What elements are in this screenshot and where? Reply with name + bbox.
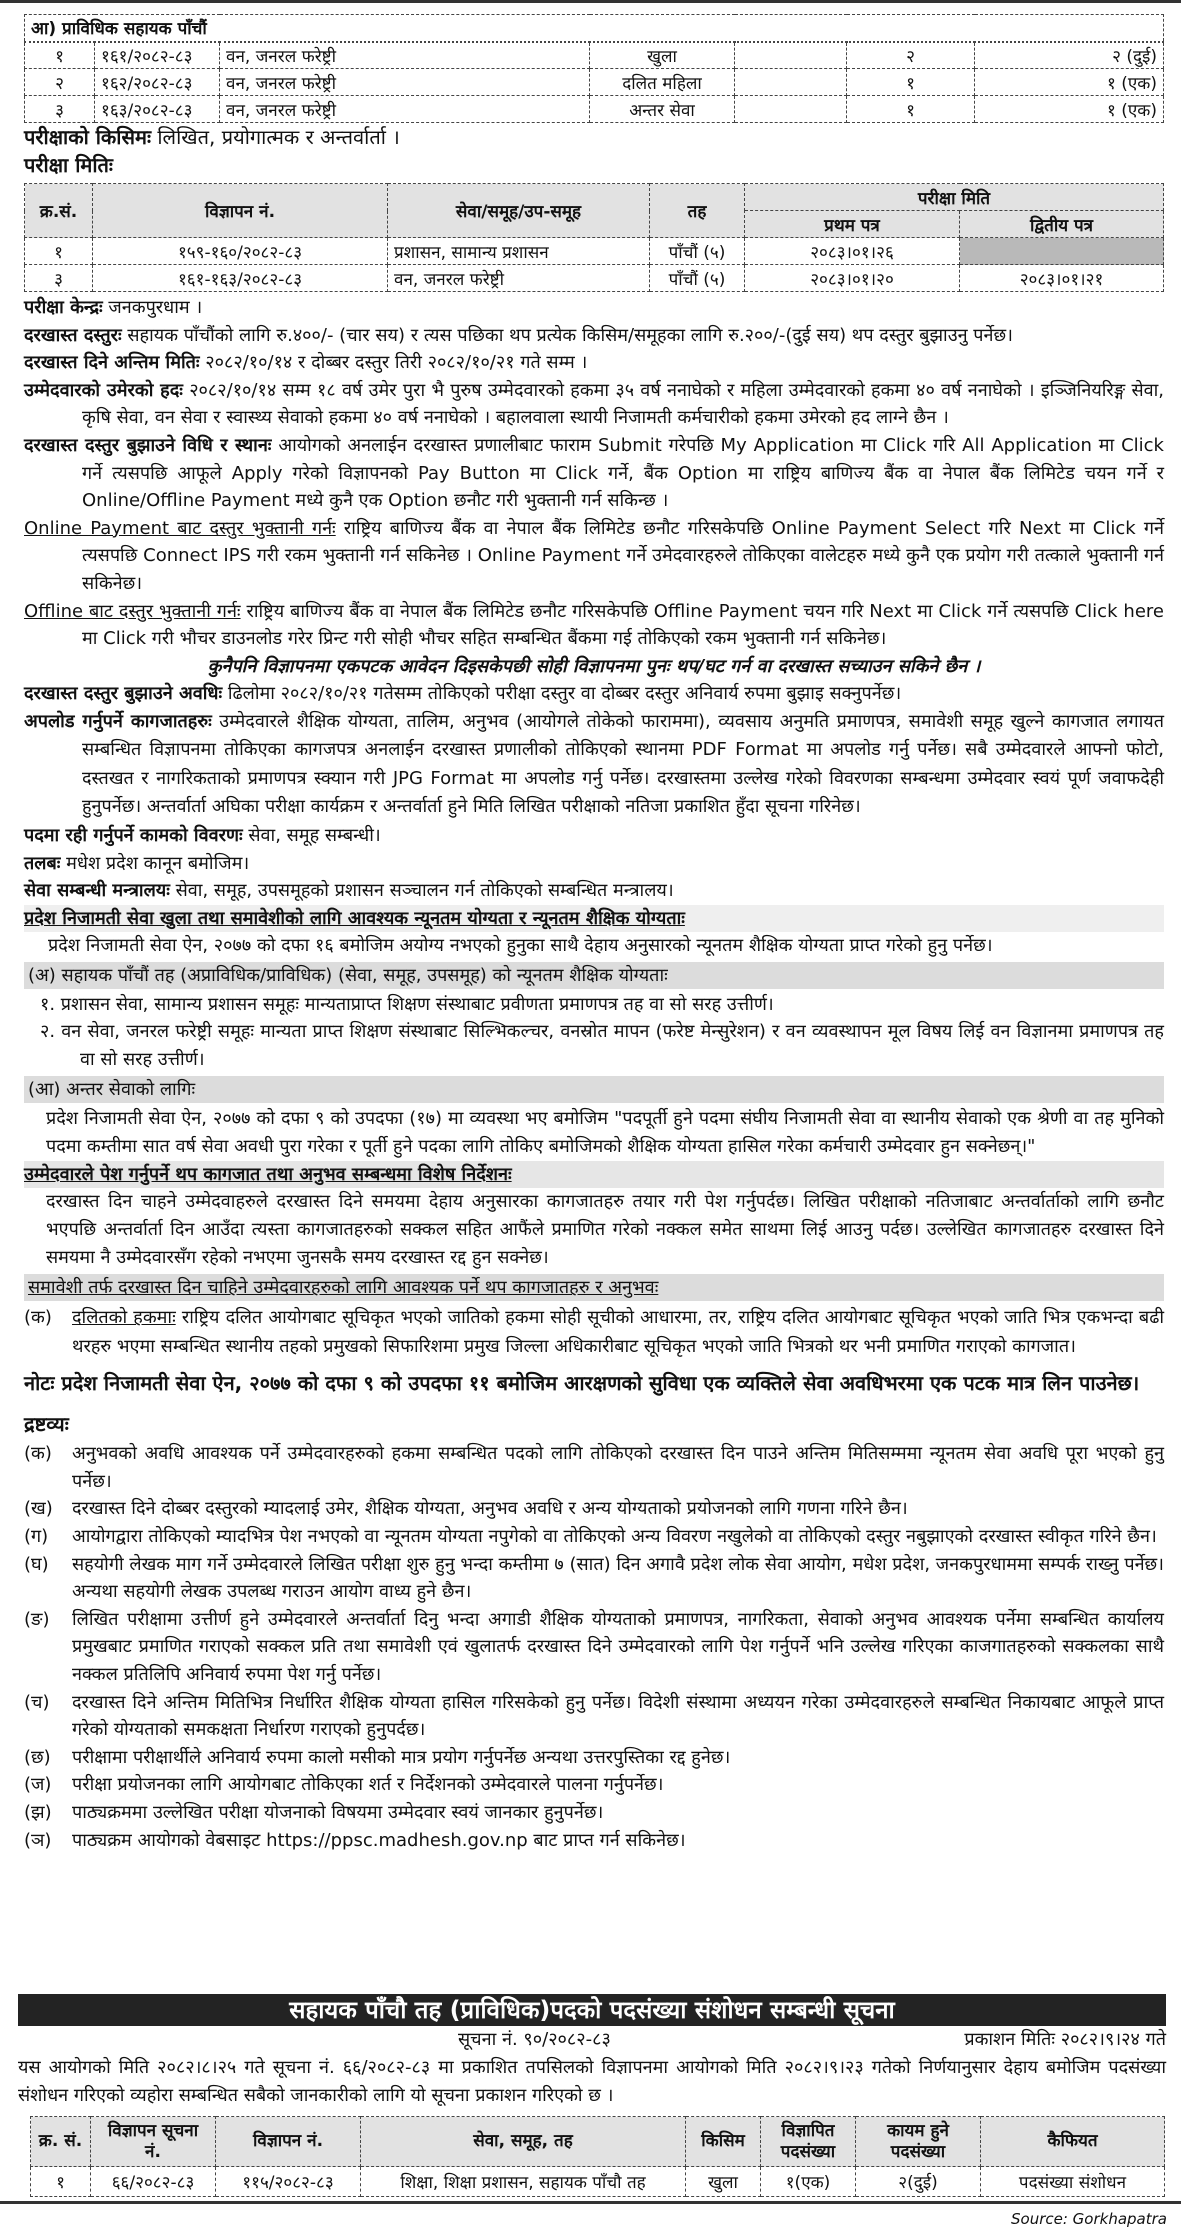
cell: २०८३।०१।२६ bbox=[745, 238, 960, 265]
col-header: क्र.सं. bbox=[25, 184, 93, 238]
cell: २ bbox=[25, 69, 95, 96]
cell bbox=[735, 69, 847, 96]
online-payment bbox=[24, 515, 1164, 598]
label: Offline बाट दस्तुर भुक्तानी गर्नः bbox=[24, 600, 241, 622]
source-credit: Source: Gorkhapatra bbox=[1011, 2210, 1167, 2228]
note-item bbox=[24, 1606, 1164, 1689]
item-text: परीक्षामा परीक्षार्थीले अनिवार्य रुपमा कालो मसीको मात्र प्रयोग गर्नुपर्नेछ अन्यथा उत्तरपुस्तिका रद्द हुनेछ। bbox=[72, 1746, 731, 1768]
item-text: आयोगद्वारा तोकिएको म्यादभित्र पेश नभएको वा न्यूनतम योग्यता नपुगेको वा तोकिएको अन्य विवरण नखुलेको वा तोकिएको दस्तुर नबुझाएको दरखास्त स्वीकृत गरिने छैन। bbox=[72, 1526, 1157, 1548]
cell: १६१/२०८२-८३ bbox=[95, 42, 220, 69]
application-fee bbox=[24, 322, 1164, 350]
amendment-title: सहायक पाँचौ तह (प्राविधिक)पदको पदसंख्या संशोधन सम्बन्धी सूचना bbox=[18, 1994, 1166, 2026]
documents-heading: उम्मेदवारले पेश गर्नुपर्ने थप कागजात तथा अनुभव सम्बन्धमा विशेष निर्देशनः bbox=[24, 1161, 1164, 1189]
notes-list bbox=[24, 1440, 1164, 1854]
age-limit bbox=[24, 377, 1164, 432]
offline-payment bbox=[24, 598, 1164, 653]
col-header: सेवा/समूह/उप-समूह bbox=[388, 184, 650, 238]
posts-table bbox=[24, 14, 1164, 123]
col-header: विज्ञापन नं. bbox=[93, 184, 388, 238]
cell: प्रशासन, सामान्य प्रशासन bbox=[388, 238, 650, 265]
cell bbox=[735, 42, 847, 69]
value: २०८२/१०/१४ र दोब्बर दस्तुर तिरी २०८२/१०/२१ गते सम्म । bbox=[205, 352, 588, 374]
exam-date-label: परीक्षा मितिः bbox=[24, 153, 113, 177]
cell: ६६/२०८२-८३ bbox=[91, 2167, 216, 2197]
note-item bbox=[24, 1495, 1164, 1523]
item-text: लिखित परीक्षामा उत्तीर्ण हुने उम्मेदवारले अन्तर्वार्ता दिनु भन्दा अगाडी शैक्षिक योग्यताको प्रमाणपत्र, नागरिकता, सेवाको अनुभव आवश्यक पर्नेमा सम्बन्धित कार्यालय प्रमुखबाट प्रमाणित गराएको सक्कल प्रति तथा समावेशी एवं खुलातर्फ दरखास्त दिने उम्मेदवारको लागि पेश गर्नुपर्ने भनि उल्लेख गरिएका काजगातहरुको सक्कलका साथै नक्कल प्रतिलिपि अनिवार्य रुपमा पेश गर्नु पर्नेछ। bbox=[72, 1608, 1164, 1685]
cell-empty bbox=[960, 238, 1164, 265]
cell: वन, जनरल फरेष्ट्री bbox=[220, 42, 590, 69]
cell: पदसंख्या संशोधन bbox=[981, 2167, 1165, 2197]
item-key: (ङ) bbox=[24, 1608, 50, 1630]
table-row bbox=[25, 96, 1164, 123]
value: राष्ट्रिय दलित आयोगबाट सूचिकृत भएको जातिको हकमा सोही सूचीको आधारमा, तर, राष्ट्रिय दलित आयोगबाट सूचिकृत भएको जाति भित्र एकभन्दा बढी थरहरु भएमा सम्बन्धित स्थानीय तहको प्रमुखको सिफारिशमा प्रमुख जिल्ला अधिकारीबाट सूचिकृत भएको जाति भित्रको थर भनी प्रमाणित गराएको कागजात। bbox=[72, 1307, 1164, 1358]
notice-body bbox=[24, 14, 1164, 1854]
cell: खुला bbox=[590, 42, 735, 69]
notes-heading: द्रष्टव्यः bbox=[24, 1412, 69, 1437]
cell: वन, जनरल फरेष्ट्री bbox=[220, 69, 590, 96]
reservation-note: नोटः प्रदेश निजामती सेवा ऐन, २०७७ को दफा ९ को उपदफा ११ बमोजिम आरक्षणको सुविधा एक व्यक्तिले सेवा अवधिभरमा एक पटक मात्र लिन पाउनेछ। bbox=[24, 1371, 1140, 1396]
item-key: (झ) bbox=[24, 1801, 52, 1823]
cell: दलित महिला bbox=[590, 69, 735, 96]
item-key: (घ) bbox=[24, 1553, 49, 1575]
label: सेवा सम्बन्धी मन्त्रालयः bbox=[24, 880, 170, 902]
item-key: (च) bbox=[24, 1691, 50, 1713]
col-header: कैफियत bbox=[981, 2117, 1165, 2167]
cell: ११५/२०८२-८३ bbox=[216, 2167, 361, 2197]
amendment-notice bbox=[18, 1994, 1166, 2197]
value: २०८२/१०/१४ सम्म १८ वर्ष उमेर पुरा भै पुरुष उम्मेदवारको हकमा ३५ वर्ष ननाघेको र महिला उम्मेदवारको हकमा ४० वर्ष ननाघेको । इञ्जिनियरिङ्ग सेवा, कृषि सेवा, वन सेवा र स्वास्थ्य सेवाको हकमा ४० वर्ष ननाघेको । बहालवाला स्थायी निजामती कर्मचारीको हकमा उमेरको हद लाग्ने छैन । bbox=[82, 379, 1165, 429]
item-text: पाठ्यक्रम आयोगको वेबसाइट https://ppsc.madhesh.gov.np बाट प्राप्त गर्न सकिनेछ। bbox=[72, 1829, 686, 1851]
col-header: प्रथम पत्र bbox=[745, 211, 960, 238]
exam-center bbox=[24, 294, 1164, 322]
cell: अन्तर सेवा bbox=[590, 96, 735, 123]
notice-number: सूचना नं. ९०/२०८२-८३ bbox=[458, 2029, 611, 2050]
label: परीक्षाको किसिमः bbox=[24, 125, 151, 149]
cell: १ bbox=[847, 96, 975, 123]
cell bbox=[735, 96, 847, 123]
value: उम्मेदवारले शैक्षिक योग्यता, तालिम, अनुभव (आयोगले तोकेको फाराममा), व्यवसाय अनुमति प्रमाणपत्र, समावेशी समूह खुल्ने कागजात लगायत सम्बन्धित विज्ञापनमा तोकिएका कागजपत्र अनलाईन दरखास्त प्रणालीको तोकिएको स्थानमा PDF Format मा अपलोड गर्नु पर्नेछ। सबै उम्मेदवारले आफ्नो फोटो, दस्तखत र नागरिकताको प्रमाणपत्र स्क्यान गरी JPG Format मा अपलोड गर्नु पर्नेछ। दरखास्तमा उल्लेख गरेको विवरणका सम्बन्धमा उम्मेदवार स्वयं पूर्ण जवाफदेही हुनुपर्नेछ। अन्तर्वार्ता अघिका परीक्षा कार्यक्रम र अन्तर्वार्ता हुने मिति लिखित परीक्षाको नतिजा प्रकाशित हुँदा सूचना गरिनेछ। bbox=[82, 710, 1164, 818]
table-row bbox=[25, 69, 1164, 96]
value: सेवा, समूह, उपसमूहको प्रशासन सञ्चालन गर्न तोकिएको सम्बन्धित मन्त्रालय। bbox=[175, 880, 674, 902]
salary bbox=[24, 850, 1164, 878]
qualification-a-heading: (अ) सहायक पाँचौं तह (अप्राविधिक/प्राविधिक) (सेवा, समूह, उपसमूह) को न्यूनतम शैक्षिक योग्यताः bbox=[24, 962, 1164, 989]
value: राष्ट्रिय बाणिज्य बैंक वा नेपाल बैंक लिमिटेड छनौट गरिसकेपछि Online Payment Select गरि Next मा Click गर्ने त्यसपछि Connect IPS गरी रकम भुक्तानी गर्न सकिनेछ । Online Payment गर्ने उमेदवारहरुले तोकिएका वालेटहरु मध्ये कुनै एक प्रयोग गरी तत्काले भुक्तानी गर्न सकिनेछ। bbox=[82, 517, 1164, 594]
amendment-meta bbox=[18, 2026, 1166, 2054]
item-key: (ज) bbox=[24, 1774, 52, 1796]
upload-documents bbox=[24, 708, 1164, 822]
cell: १५९-१६०/२०८२-८३ bbox=[93, 238, 388, 265]
cell: १ (एक) bbox=[975, 69, 1164, 96]
item-text: सहयोगी लेखक माग गर्ने उम्मेदवारले लिखित परीक्षा शुरु हुनु भन्दा कम्तीमा ७ (सात) दिन अगावै प्रदेश लोक सेवा आयोग, मधेश प्रदेश, जनकपुरधाममा सम्पर्क राख्नु पर्नेछ। अन्यथा सहयोगी लेखक उपलब्ध गराउन आयोग वाध्य हुने छैन। bbox=[72, 1553, 1164, 1603]
documents-text: दरखास्त दिन चाहने उम्मेदवाहरुले दरखास्त दिने समयमा देहाय अनुसारका कागजातहरु तयार गरी पेश गर्नुपर्दछ। लिखित परीक्षाको नतिजाबाट अन्तर्वार्ताको लागि छनौट भएपछि अन्तर्वार्ता दिन आउँदा त्यस्ता कागजातहरुको सक्कल सहित आफैंले प्रमाणित गरेको नक्कल समेत साथमा लिई आउनु पर्दछ। उल्लेखित कागजातहरु दरखास्त दिने समयमा नै उम्मेदवारसँग रहेको नभएमा जुनसकै समय दरखास्त रद्द हुन सक्नेछ। bbox=[46, 1191, 1164, 1269]
table-row bbox=[25, 42, 1164, 69]
cell: २०८३।०१।२० bbox=[745, 265, 960, 292]
qualification-b-heading: (आ) अन्तर सेवाको लागिः bbox=[24, 1076, 1164, 1103]
item-key: (ग) bbox=[24, 1526, 49, 1548]
amendment-table bbox=[30, 2116, 1165, 2197]
note-item bbox=[24, 1799, 1164, 1827]
no-edit-warning: कुनैपनि विज्ञापनमा एकपटक आवेदन दिइसकेपछी सोही विज्ञापनमा पुनः थप/घट गर्न वा दरखास्त सच्याउन सकिने छैन । bbox=[207, 655, 981, 677]
col-header: तह bbox=[650, 184, 745, 238]
item-text bbox=[72, 1303, 1164, 1361]
qualification-a2: २. वन सेवा, जनरल फरेष्ट्री समूहः मान्यता प्राप्त शिक्षण संस्थाबाट सिल्भिकल्चर, वनस्रोत मापन (फरेष्ट मेन्सुरेशन) र वन व्यवस्थापन मूल विषय लिई वन विज्ञानमा प्रमाणपत्र तह वा सो सरह उत्तीर्ण। bbox=[40, 1021, 1164, 1071]
cell: वन, जनरल फरेष्ट्री bbox=[220, 96, 590, 123]
label: उम्मेदवारको उमेरको हदः bbox=[24, 379, 183, 401]
col-header: परीक्षा मिति bbox=[745, 184, 1164, 211]
application-deadline bbox=[24, 349, 1164, 377]
cell: २(दुई) bbox=[856, 2167, 981, 2197]
publication-date: प्रकाशन मितिः २०८२।९।२४ गते bbox=[964, 2029, 1166, 2050]
cell: १(एक) bbox=[761, 2167, 856, 2197]
note-item bbox=[24, 1689, 1164, 1744]
note-item bbox=[24, 1771, 1164, 1799]
note-item bbox=[24, 1523, 1164, 1551]
col-header: कायम हुने पदसंख्या bbox=[856, 2117, 981, 2167]
value: मधेश प्रदेश कानून बमोजिम। bbox=[66, 852, 250, 874]
qualification-b-text: प्रदेश निजामती सेवा ऐन, २०७७ को दफा ९ को उपदफा (१७) मा व्यवस्था भए बमोजिम "पदपूर्ती हुने पदमा संघीय निजामती सेवा वा स्थानीय सेवाको एक श्रेणी वा तह मुनिको पदमा कम्तीमा सात वर्ष सेवा अवधी पुरा गरेका र पूर्ती हुने पदका लागि तोकिए बमोजिमको शैक्षिक योग्यता हासिल गरेका कर्मचारी उम्मेदवार हुन सक्नेछन्।" bbox=[46, 1107, 1164, 1157]
exam-date-table bbox=[24, 183, 1164, 292]
value: राष्ट्रिय बाणिज्य बैंक वा नेपाल बैंक लिमिटेड छनौट गरिसकेपछि Offline Payment चयन गरि Next मा Click गर्ने त्यसपछि Click here मा Click गरी भौचर डाउनलोड गरेर प्रिन्ट गरी सोही भौचर सहित सम्बन्धित बैंकमा गई तोकिएको रकम भुक्तानी गर्न सकिनेछ। bbox=[82, 600, 1164, 650]
qualification-intro: प्रदेश निजामती सेवा ऐन, २०७७ को दफा १६ बमोजिम अयोग्य नभएको हुनुका साथै देहाय अनुसारको न्यूनतम शैक्षिक योग्यता प्राप्त गरेको हुनु पर्नेछ। bbox=[48, 935, 993, 957]
col-header: सेवा, समूह, तह bbox=[361, 2117, 686, 2167]
value: सेवा, समूह सम्बन्धी। bbox=[248, 824, 381, 846]
label: परीक्षा केन्द्रः bbox=[24, 297, 103, 318]
note-item bbox=[24, 1744, 1164, 1772]
cell: १६२/२०८२-८३ bbox=[95, 69, 220, 96]
cell: खुला bbox=[686, 2167, 761, 2197]
cell: १६३/२०८२-८३ bbox=[95, 96, 220, 123]
qualification-a1: १. प्रशासन सेवा, सामान्य प्रशासन समूहः मान्यताप्राप्त शिक्षण संस्थाबाट प्रवीणता प्रमाणपत्र तह वा सो सरह उत्तीर्ण। bbox=[40, 993, 774, 1015]
table-row bbox=[25, 238, 1164, 265]
cell: १ bbox=[847, 69, 975, 96]
label: दरखास्त दस्तुरः bbox=[24, 324, 122, 346]
label: दरखास्त दस्तुर बुझाउने अवधिः bbox=[24, 683, 223, 705]
value: लिखित, प्रयोगात्मक र अन्तर्वार्ता । bbox=[157, 125, 400, 149]
value: ढिलोमा २०८२/१०/२१ गतेसम्म तोकिएको परीक्षा दस्तुर वा दोब्बर दस्तुर अनिवार्य रुपमा बुझाइ सक्नुपर्नेछ। bbox=[227, 683, 902, 705]
value: आयोगको अनलाईन दरखास्त प्रणालीबाट फाराम Submit गरेपछि My Application मा Click गरि All Application मा Click गर्ने त्यसपछि आफूले Apply गरेको विज्ञापनको Pay Button मा Click गर्ने, बैंक Option मा राष्ट्रिय बाणिज्य बैंक वा नेपाल बैंक लिमिटेड चयन गर्ने र Online/Offline Payment मध्ये कुनै एक Option छनौट गरी भुक्तानी गर्न सकिन्छ । bbox=[82, 434, 1164, 512]
label: दलितको हकमाः bbox=[72, 1307, 176, 1329]
item-text: पाठ्यक्रममा उल्लेखित परीक्षा योजनाको विषयमा उम्मेदवार स्वयं जानकार हुनुपर्नेछ। bbox=[72, 1801, 604, 1823]
value: सहायक पाँचौंको लागि रु.४००/- (चार सय) र त्यस पछिका थप प्रत्येक किसिम/समूहका लागि रु.२००/-(दुई सय) थप दस्तुर बुझाउनु पर्नेछ। bbox=[127, 324, 1013, 346]
item-text: अनुभवको अवधि आवश्यक पर्ने उम्मेदवारहरुको हकमा सम्बन्धित पदको लागि तोकिएको दरखास्त दिन पाउने अन्तिम मितिसम्ममा न्यूनतम सेवा अवधि पूरा भएको हुनु पर्नेछ। bbox=[72, 1443, 1164, 1492]
cell: १६१-१६३/२०८२-८३ bbox=[93, 265, 388, 292]
table-row bbox=[25, 265, 1164, 292]
cell: १ (एक) bbox=[975, 96, 1164, 123]
payment-method bbox=[24, 432, 1164, 515]
qualification-heading: प्रदेश निजामती सेवा खुला तथा समावेशीको लागि आवश्यक न्यूनतम योग्यता र न्यूनतम शैक्षिक योग्यताः bbox=[24, 905, 1164, 933]
item-key: (क) bbox=[24, 1443, 52, 1465]
col-header: विज्ञापित पदसंख्या bbox=[761, 2117, 856, 2167]
label: Online Payment बाट दस्तुर भुक्तानी गर्नः bbox=[24, 517, 336, 539]
cell: पाँचौं (५) bbox=[650, 265, 745, 292]
table-row bbox=[31, 2167, 1165, 2197]
item-key: (छ) bbox=[24, 1746, 51, 1768]
label: पदमा रही गर्नुपर्ने कामको विवरणः bbox=[24, 824, 243, 846]
label: दरखास्त दिने अन्तिम मितिः bbox=[24, 352, 200, 374]
col-header: किसिम bbox=[686, 2117, 761, 2167]
item-text: परीक्षा प्रयोजनका लागि आयोगबाट तोकिएका शर्त र निर्देशनको उम्मेदवारले पालना गर्नुपर्नेछ। bbox=[72, 1774, 664, 1796]
job-description bbox=[24, 822, 1164, 850]
cell: शिक्षा, शिक्षा प्रशासन, सहायक पाँचौ तह bbox=[361, 2167, 686, 2197]
note-item bbox=[24, 1551, 1164, 1606]
cell: २०८३।०१।२१ bbox=[960, 265, 1164, 292]
item-key: (क) bbox=[24, 1307, 52, 1329]
item-key: (ञ) bbox=[24, 1829, 52, 1851]
col-header: विज्ञापन नं. bbox=[216, 2117, 361, 2167]
item-text: दरखास्त दिने दोब्बर दस्तुरको म्यादलाई उमेर, शैक्षिक योग्यता, अनुभव अवधि र अन्य योग्यताको प्रयोजनको लागि गणना गरिने छैन। bbox=[72, 1498, 908, 1520]
cell: वन, जनरल फरेष्ट्री bbox=[388, 265, 650, 292]
cell: १ bbox=[25, 238, 93, 265]
note-item bbox=[24, 1440, 1164, 1495]
exam-type bbox=[24, 123, 1164, 152]
item-text: दरखास्त दिने अन्तिम मितिभित्र निर्धारित शैक्षिक योग्यता हासिल गरिसकेको हुनु पर्नेछ। विदेशी संस्थामा अध्ययन गरेका उम्मेदवारहरुले सम्बन्धित निकायबाट आफूले प्राप्त गरेको योग्यताको समकक्षता निर्धारण गराएको हुनुपर्दछ। bbox=[72, 1691, 1164, 1741]
cell: १ bbox=[25, 42, 95, 69]
inclusive-item-dalit bbox=[24, 1303, 1164, 1361]
label: अपलोड गर्नुपर्ने कागजातहरुः bbox=[24, 710, 212, 732]
note-item bbox=[24, 1827, 1164, 1855]
cell: ३ bbox=[25, 265, 93, 292]
col-header: क्र. सं. bbox=[31, 2117, 91, 2167]
value: जनकपुरधाम । bbox=[108, 297, 203, 318]
posts-section-title: आ) प्राविधिक सहायक पाँचौं bbox=[25, 15, 1164, 42]
item-key: (ख) bbox=[24, 1498, 53, 1520]
bottom-rule bbox=[0, 2201, 1181, 2204]
payment-period bbox=[24, 680, 1164, 708]
cell: ३ bbox=[25, 96, 95, 123]
amendment-text: यस आयोगको मिति २०८२।८।२५ गते सूचना नं. ६६/२०८२-८३ मा प्रकाशित तपसिलको विज्ञापनमा आयोगको मिति २०८२।९।२३ गतेको निर्णयानुसार देहाय बमोजिम पदसंख्या संशोधन गरिएको व्यहोरा सम्बन्धित सबैको जानकारीको लागि यो सूचना प्रकाशन गरिएको छ । bbox=[18, 2057, 1166, 2106]
ministry bbox=[24, 877, 1164, 905]
col-header: द्वितीय पत्र bbox=[960, 211, 1164, 238]
col-header: विज्ञापन सूचना नं. bbox=[91, 2117, 216, 2167]
label: दरखास्त दस्तुर बुझाउने विधि र स्थानः bbox=[24, 434, 272, 456]
cell: २ (दुई) bbox=[975, 42, 1164, 69]
cell: १ bbox=[31, 2167, 91, 2197]
top-rule bbox=[0, 0, 1181, 3]
cell: २ bbox=[847, 42, 975, 69]
inclusive-heading: समावेशी तर्फ दरखास्त दिन चाहिने उम्मेदवारहरुको लागि आवश्यक पर्ने थप कागजातहरु र अनुभवः bbox=[24, 1274, 1164, 1301]
label: तलबः bbox=[24, 852, 61, 874]
cell: पाँचौं (५) bbox=[650, 238, 745, 265]
